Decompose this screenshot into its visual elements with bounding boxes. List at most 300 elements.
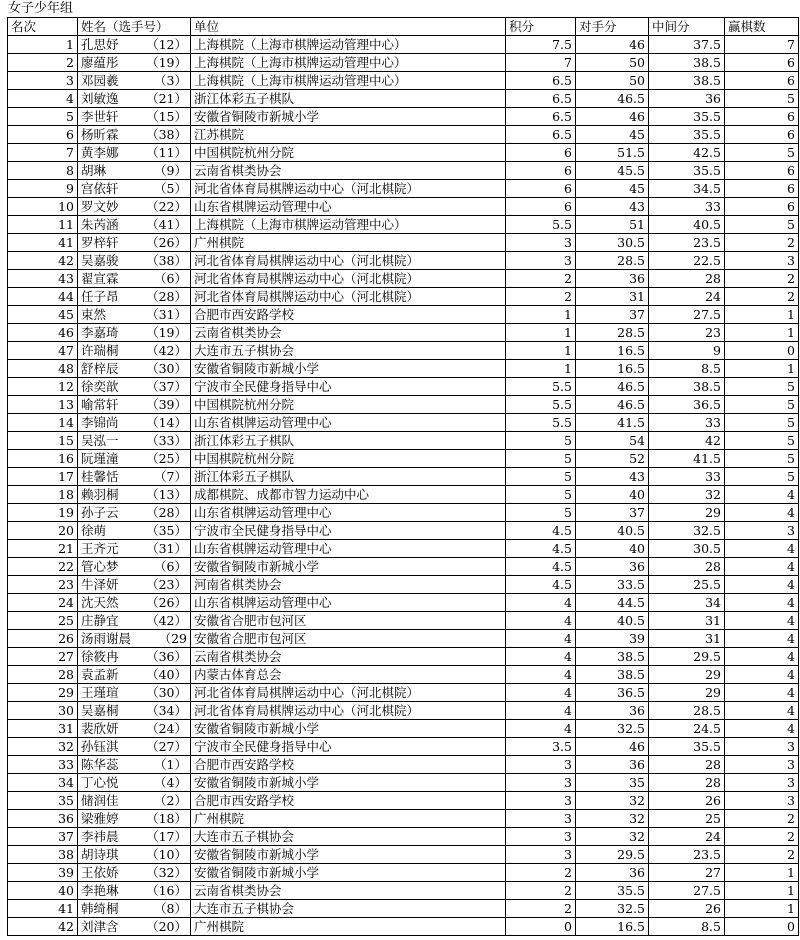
score-cell: 5 [506, 450, 576, 468]
player-number: （17） [146, 829, 187, 844]
unit-cell: 合肥市西安路学校 [191, 792, 506, 810]
opponent-score-cell: 16.5 [576, 918, 649, 936]
name-cell [78, 288, 191, 306]
rank-cell: 30 [8, 702, 78, 720]
name-cell [78, 468, 191, 486]
name-cell [78, 342, 191, 360]
rank-cell: 12 [8, 378, 78, 396]
player-number: （11） [146, 145, 187, 160]
name-cell [78, 414, 191, 432]
score-cell: 3 [506, 774, 576, 792]
table-row [8, 486, 799, 504]
unit-cell: 云南省棋类协会 [191, 648, 506, 666]
name-cell [78, 378, 191, 396]
score-cell: 2 [506, 288, 576, 306]
middle-score-cell: 36 [649, 90, 725, 108]
table-row [8, 828, 799, 846]
opponent-score-cell: 37 [576, 306, 649, 324]
unit-cell: 江苏棋院 [191, 126, 506, 144]
middle-score-cell: 38.5 [649, 378, 725, 396]
rank-cell: 38 [8, 846, 78, 864]
player-name: 廖蕴彤 [81, 55, 119, 70]
player-number: （9） [154, 163, 187, 178]
name-cell [78, 36, 191, 54]
player-number: （33） [146, 433, 187, 448]
table-row [8, 324, 799, 342]
opponent-score-cell: 32.5 [576, 900, 649, 918]
middle-score-cell: 9 [649, 342, 725, 360]
player-name: 丁心悦 [81, 775, 119, 790]
player-name: 管心梦 [81, 559, 119, 574]
opponent-score-cell: 46 [576, 108, 649, 126]
player-number: （31） [146, 307, 187, 322]
middle-score-cell: 8.5 [649, 918, 725, 936]
header-unit: 单位 [191, 18, 506, 36]
player-number: （7） [154, 469, 187, 484]
table-row [8, 162, 799, 180]
middle-score-cell: 28.5 [649, 702, 725, 720]
player-name: 徐萌 [81, 523, 107, 538]
name-cell [78, 522, 191, 540]
name-cell [78, 900, 191, 918]
player-number: （19） [146, 55, 187, 70]
wins-cell: 6 [725, 180, 799, 198]
middle-score-cell: 28 [649, 558, 725, 576]
middle-score-cell: 25 [649, 810, 725, 828]
score-cell: 6 [506, 162, 576, 180]
rank-cell: 46 [8, 324, 78, 342]
middle-score-cell: 28 [649, 774, 725, 792]
unit-cell: 中国棋院杭州分院 [191, 144, 506, 162]
rank-cell: 34 [8, 774, 78, 792]
table-row [8, 540, 799, 558]
player-number: （36） [146, 649, 187, 664]
opponent-score-cell: 54 [576, 432, 649, 450]
name-cell [78, 828, 191, 846]
name-cell [78, 324, 191, 342]
header-score: 积分 [506, 18, 576, 36]
wins-cell: 2 [725, 234, 799, 252]
score-cell: 5.5 [506, 378, 576, 396]
unit-cell: 山东省棋牌运动管理中心 [191, 594, 506, 612]
wins-cell: 4 [725, 504, 799, 522]
player-name: 桂馨恬 [81, 469, 119, 484]
wins-cell: 0 [725, 918, 799, 936]
player-number: （1） [154, 757, 187, 772]
score-cell: 6 [506, 198, 576, 216]
opponent-score-cell: 45 [576, 126, 649, 144]
results-table [7, 17, 799, 936]
rank-cell: 23 [8, 576, 78, 594]
player-name: 李世轩 [81, 109, 119, 124]
middle-score-cell: 35.5 [649, 126, 725, 144]
opponent-score-cell: 32 [576, 792, 649, 810]
unit-cell: 中国棋院杭州分院 [191, 450, 506, 468]
player-number: （30） [146, 685, 187, 700]
table-row [8, 216, 799, 234]
player-number: （20） [146, 919, 187, 934]
unit-cell: 宁波市全民健身指导中心 [191, 522, 506, 540]
name-cell [78, 702, 191, 720]
rank-cell: 21 [8, 540, 78, 558]
score-cell: 4.5 [506, 540, 576, 558]
score-cell: 1 [506, 324, 576, 342]
table-row [8, 504, 799, 522]
player-number: （21） [146, 91, 187, 106]
table-row [8, 108, 799, 126]
wins-cell: 2 [725, 270, 799, 288]
player-name: 徐筱冉 [81, 649, 119, 664]
score-cell: 6.5 [506, 72, 576, 90]
wins-cell: 3 [725, 738, 799, 756]
unit-cell: 合肥市西安路学校 [191, 306, 506, 324]
unit-cell: 安徽省铜陵市新城小学 [191, 846, 506, 864]
table-row [8, 432, 799, 450]
middle-score-cell: 34 [649, 594, 725, 612]
name-cell [78, 612, 191, 630]
player-name: 孔思妤 [81, 37, 119, 52]
rank-cell: 16 [8, 450, 78, 468]
player-name: 胡琳 [81, 163, 107, 178]
name-cell [78, 162, 191, 180]
rank-cell: 36 [8, 810, 78, 828]
rank-cell: 27 [8, 648, 78, 666]
wins-cell: 4 [725, 486, 799, 504]
middle-score-cell: 30.5 [649, 540, 725, 558]
middle-score-cell: 35.5 [649, 162, 725, 180]
wins-cell: 5 [725, 450, 799, 468]
player-name: 袁孟新 [81, 667, 119, 682]
table-row [8, 558, 799, 576]
table-row [8, 810, 799, 828]
unit-cell: 上海棋院（上海市棋牌运动管理中心） [191, 36, 506, 54]
wins-cell: 2 [725, 810, 799, 828]
opponent-score-cell: 40 [576, 486, 649, 504]
player-name: 胡诗琪 [81, 847, 119, 862]
table-row [8, 270, 799, 288]
player-name: 李锦尚 [81, 415, 119, 430]
unit-cell: 山东省棋牌运动管理中心 [191, 504, 506, 522]
name-cell [78, 486, 191, 504]
player-number: （29 [158, 631, 187, 646]
table-row [8, 54, 799, 72]
opponent-score-cell: 28.5 [576, 324, 649, 342]
rank-cell: 17 [8, 468, 78, 486]
score-cell: 3 [506, 252, 576, 270]
rank-cell: 42 [8, 252, 78, 270]
unit-cell: 大连市五子棋协会 [191, 828, 506, 846]
rank-cell: 22 [8, 558, 78, 576]
name-cell [78, 72, 191, 90]
table-row [8, 630, 799, 648]
opponent-score-cell: 32 [576, 810, 649, 828]
player-number: （24） [146, 721, 187, 736]
opponent-score-cell: 40.5 [576, 612, 649, 630]
name-cell [78, 810, 191, 828]
score-cell: 6.5 [506, 108, 576, 126]
wins-cell: 6 [725, 126, 799, 144]
rank-cell: 5 [8, 108, 78, 126]
middle-score-cell: 32 [649, 486, 725, 504]
rank-cell: 39 [8, 864, 78, 882]
table-row [8, 648, 799, 666]
unit-cell: 成都棋院、成都市智力运动中心 [191, 486, 506, 504]
unit-cell: 安徽省合肥市包河区 [191, 630, 506, 648]
player-name: 吴泓一 [81, 433, 119, 448]
name-cell [78, 792, 191, 810]
opponent-score-cell: 43 [576, 468, 649, 486]
player-number: （18） [146, 811, 187, 826]
score-cell: 4 [506, 630, 576, 648]
name-cell [78, 216, 191, 234]
opponent-score-cell: 32.5 [576, 720, 649, 738]
unit-cell: 浙江体彩五子棋队 [191, 432, 506, 450]
name-cell [78, 684, 191, 702]
rank-cell: 40 [8, 882, 78, 900]
table-row [8, 288, 799, 306]
opponent-score-cell: 30.5 [576, 234, 649, 252]
unit-cell: 宁波市全民健身指导中心 [191, 378, 506, 396]
header-rank: 名次 [8, 18, 78, 36]
player-number: （14） [146, 415, 187, 430]
opponent-score-cell: 36.5 [576, 684, 649, 702]
score-cell: 3 [506, 828, 576, 846]
wins-cell: 6 [725, 162, 799, 180]
player-name: 阮瑾潼 [81, 451, 119, 466]
player-name: 宫依轩 [81, 181, 119, 196]
opponent-score-cell: 46 [576, 738, 649, 756]
table-row [8, 72, 799, 90]
unit-cell: 安徽省铜陵市新城小学 [191, 774, 506, 792]
wins-cell: 6 [725, 72, 799, 90]
rank-cell: 2 [8, 54, 78, 72]
wins-cell: 5 [725, 378, 799, 396]
player-name: 梁雅婷 [81, 811, 119, 826]
table-row [8, 198, 799, 216]
header-name: 姓名（选手号） [78, 18, 191, 36]
rank-cell: 15 [8, 432, 78, 450]
rank-cell: 8 [8, 162, 78, 180]
rank-cell: 32 [8, 738, 78, 756]
player-number: （16） [146, 883, 187, 898]
score-cell: 3 [506, 234, 576, 252]
wins-cell: 5 [725, 396, 799, 414]
player-number: （3） [154, 73, 187, 88]
score-cell: 4 [506, 594, 576, 612]
score-cell: 0 [506, 918, 576, 936]
unit-cell: 合肥市西安路学校 [191, 756, 506, 774]
score-cell: 3.5 [506, 738, 576, 756]
wins-cell: 7 [725, 36, 799, 54]
table-row [8, 450, 799, 468]
name-cell [78, 720, 191, 738]
wins-cell: 4 [725, 702, 799, 720]
rank-cell: 37 [8, 828, 78, 846]
rank-cell: 43 [8, 270, 78, 288]
opponent-score-cell: 36 [576, 864, 649, 882]
score-cell: 1 [506, 342, 576, 360]
unit-cell: 云南省棋类协会 [191, 162, 506, 180]
rank-cell: 35 [8, 792, 78, 810]
player-name: 汤雨谢晨 [81, 631, 132, 646]
player-number: （13） [146, 487, 187, 502]
score-cell: 4 [506, 720, 576, 738]
wins-cell: 4 [725, 594, 799, 612]
unit-cell: 河北省体育局棋牌运动中心（河北棋院） [191, 288, 506, 306]
opponent-score-cell: 32 [576, 828, 649, 846]
middle-score-cell: 37.5 [649, 36, 725, 54]
rank-cell: 20 [8, 522, 78, 540]
player-name: 赖羽桐 [81, 487, 119, 502]
opponent-score-cell: 51.5 [576, 144, 649, 162]
table-row [8, 882, 799, 900]
wins-cell: 4 [725, 612, 799, 630]
middle-score-cell: 23.5 [649, 846, 725, 864]
score-cell: 2 [506, 900, 576, 918]
player-name: 沈天然 [81, 595, 119, 610]
rank-cell: 42 [8, 918, 78, 936]
middle-score-cell: 31 [649, 630, 725, 648]
player-number: （28） [146, 505, 187, 520]
unit-cell: 上海棋院（上海市棋牌运动管理中心） [191, 216, 506, 234]
rank-cell: 6 [8, 126, 78, 144]
rank-cell: 4 [8, 90, 78, 108]
player-name: 李祎晨 [81, 829, 119, 844]
name-cell [78, 126, 191, 144]
middle-score-cell: 28 [649, 270, 725, 288]
player-number: （28） [146, 289, 187, 304]
wins-cell: 3 [725, 522, 799, 540]
score-cell: 4 [506, 684, 576, 702]
wins-cell: 5 [725, 414, 799, 432]
middle-score-cell: 23 [649, 324, 725, 342]
opponent-score-cell: 40.5 [576, 522, 649, 540]
player-name: 刘敏逸 [81, 91, 119, 106]
opponent-score-cell: 45 [576, 180, 649, 198]
score-cell: 6 [506, 180, 576, 198]
name-cell [78, 774, 191, 792]
unit-cell: 大连市五子棋协会 [191, 342, 506, 360]
table-row [8, 180, 799, 198]
player-number: （37） [146, 379, 187, 394]
opponent-score-cell: 16.5 [576, 342, 649, 360]
name-cell [78, 846, 191, 864]
wins-cell: 6 [725, 54, 799, 72]
score-cell: 2 [506, 270, 576, 288]
table-row [8, 576, 799, 594]
score-cell: 7.5 [506, 36, 576, 54]
opponent-score-cell: 51 [576, 216, 649, 234]
table-row [8, 792, 799, 810]
rank-cell: 14 [8, 414, 78, 432]
unit-cell: 山东省棋牌运动管理中心 [191, 414, 506, 432]
table-row [8, 666, 799, 684]
rank-cell: 31 [8, 720, 78, 738]
wins-cell: 3 [725, 252, 799, 270]
middle-score-cell: 28 [649, 756, 725, 774]
player-number: （34） [146, 703, 187, 718]
table-title: 女子少年组 [8, 1, 74, 16]
score-cell: 3 [506, 846, 576, 864]
rank-cell: 13 [8, 396, 78, 414]
opponent-score-cell: 16.5 [576, 360, 649, 378]
table-row [8, 126, 799, 144]
name-cell [78, 396, 191, 414]
player-name: 罗文妙 [81, 199, 119, 214]
wins-cell: 1 [725, 882, 799, 900]
wins-cell: 2 [725, 288, 799, 306]
opponent-score-cell: 38.5 [576, 666, 649, 684]
player-number: （2） [154, 793, 187, 808]
player-name: 裴欣妍 [81, 721, 119, 736]
unit-cell: 广州棋院 [191, 810, 506, 828]
middle-score-cell: 22.5 [649, 252, 725, 270]
player-number: （8） [154, 901, 187, 916]
name-cell [78, 738, 191, 756]
score-cell: 5 [506, 486, 576, 504]
unit-cell: 安徽省铜陵市新城小学 [191, 360, 506, 378]
player-name: 邓园羲 [81, 73, 119, 88]
middle-score-cell: 38.5 [649, 54, 725, 72]
unit-cell: 河北省体育局棋牌运动中心（河北棋院） [191, 180, 506, 198]
score-cell: 6 [506, 144, 576, 162]
score-cell: 6.5 [506, 126, 576, 144]
score-cell: 3 [506, 756, 576, 774]
player-number: （39） [146, 397, 187, 412]
player-number: （38） [146, 127, 187, 142]
table-row [8, 414, 799, 432]
table-row [8, 900, 799, 918]
opponent-score-cell: 38.5 [576, 648, 649, 666]
unit-cell: 浙江体彩五子棋队 [191, 90, 506, 108]
opponent-score-cell: 40 [576, 540, 649, 558]
middle-score-cell: 35.5 [649, 738, 725, 756]
table-row [8, 234, 799, 252]
table-row [8, 90, 799, 108]
player-number: （12） [146, 37, 187, 52]
table-row [8, 594, 799, 612]
name-cell [78, 450, 191, 468]
player-name: 王依娇 [81, 865, 119, 880]
name-cell [78, 360, 191, 378]
opponent-score-cell: 36 [576, 702, 649, 720]
player-number: （10） [146, 847, 187, 862]
rank-cell: 45 [8, 306, 78, 324]
middle-score-cell: 31 [649, 612, 725, 630]
rank-cell: 9 [8, 180, 78, 198]
opponent-score-cell: 28.5 [576, 252, 649, 270]
player-number: （6） [154, 559, 187, 574]
name-cell [78, 306, 191, 324]
opponent-score-cell: 46.5 [576, 378, 649, 396]
player-name: 刘津含 [81, 919, 119, 934]
middle-score-cell: 27.5 [649, 882, 725, 900]
rank-cell: 1 [8, 36, 78, 54]
name-cell [78, 54, 191, 72]
opponent-score-cell: 37 [576, 504, 649, 522]
middle-score-cell: 8.5 [649, 360, 725, 378]
middle-score-cell: 40.5 [649, 216, 725, 234]
unit-cell: 安徽省铜陵市新城小学 [191, 558, 506, 576]
rank-cell: 41 [8, 900, 78, 918]
wins-cell: 2 [725, 828, 799, 846]
player-name: 朱芮涵 [81, 217, 119, 232]
unit-cell: 河北省体育局棋牌运动中心（河北棋院） [191, 270, 506, 288]
wins-cell: 1 [725, 306, 799, 324]
opponent-score-cell: 52 [576, 450, 649, 468]
unit-cell: 浙江体彩五子棋队 [191, 468, 506, 486]
player-number: （26） [146, 595, 187, 610]
